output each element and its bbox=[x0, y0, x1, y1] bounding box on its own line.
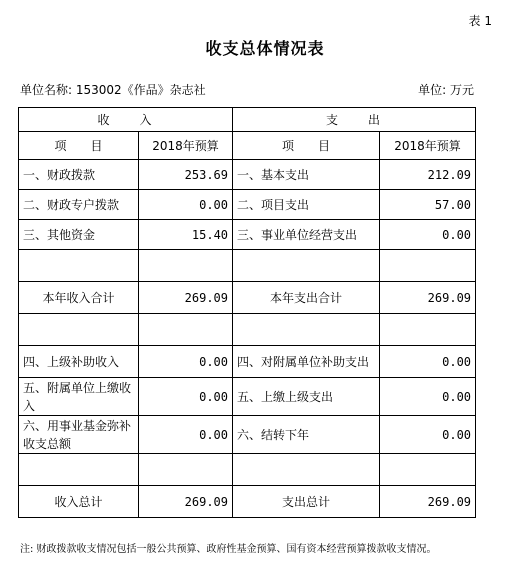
expense-item-cell bbox=[233, 250, 380, 282]
expense-value-cell: 269.09 bbox=[380, 486, 476, 518]
income-value-cell bbox=[139, 250, 233, 282]
table-row bbox=[19, 282, 476, 314]
income-value-cell bbox=[139, 454, 233, 486]
unit-name-label: 单位名称: 153002《作品》杂志社 bbox=[20, 83, 206, 97]
table-row bbox=[19, 220, 476, 250]
budget-summary-table bbox=[18, 107, 476, 518]
income-item-cell: 二、财政专户拨款 bbox=[19, 190, 139, 220]
income-value-cell: 0.00 bbox=[139, 190, 233, 220]
expense-item-cell: 四、对附属单位补助支出 bbox=[233, 346, 380, 378]
expense-value-cell bbox=[380, 250, 476, 282]
income-item-cell: 本年收入合计 bbox=[19, 282, 139, 314]
income-item-cell: 收入总计 bbox=[19, 486, 139, 518]
income-value-cell: 0.00 bbox=[139, 378, 233, 416]
income-item-header: 项 目 bbox=[19, 132, 139, 160]
expense-value-cell bbox=[380, 314, 476, 346]
table-row bbox=[19, 416, 476, 454]
income-item-cell: 三、其他资金 bbox=[19, 220, 139, 250]
expense-value-cell: 0.00 bbox=[380, 378, 476, 416]
expense-item-cell: 一、基本支出 bbox=[233, 160, 380, 190]
income-item-cell bbox=[19, 314, 139, 346]
table-row bbox=[19, 190, 476, 220]
table-row bbox=[19, 314, 476, 346]
expense-value-cell: 0.00 bbox=[380, 346, 476, 378]
income-value-cell: 0.00 bbox=[139, 416, 233, 454]
expense-item-cell: 五、上缴上级支出 bbox=[233, 378, 380, 416]
table-row bbox=[19, 486, 476, 518]
expense-item-cell: 支出总计 bbox=[233, 486, 380, 518]
table-row bbox=[19, 250, 476, 282]
expense-value-cell: 57.00 bbox=[380, 190, 476, 220]
column-header-row bbox=[19, 132, 476, 160]
currency-unit-label: 单位: 万元 bbox=[418, 83, 474, 97]
income-item-cell bbox=[19, 454, 139, 486]
expense-item-cell bbox=[233, 454, 380, 486]
income-item-cell: 五、附属单位上缴收入 bbox=[19, 378, 139, 416]
expense-value-cell: 0.00 bbox=[380, 416, 476, 454]
income-value-cell: 269.09 bbox=[139, 486, 233, 518]
income-item-cell bbox=[19, 250, 139, 282]
income-value-cell: 0.00 bbox=[139, 346, 233, 378]
table-row bbox=[19, 160, 476, 190]
income-budget-header: 2018年预算 bbox=[139, 132, 233, 160]
expense-budget-header: 2018年预算 bbox=[380, 132, 476, 160]
income-item-cell: 六、用事业基金弥补收支总额 bbox=[19, 416, 139, 454]
expense-value-cell bbox=[380, 454, 476, 486]
income-section-header: 收 入 bbox=[19, 108, 233, 132]
income-value-cell: 15.40 bbox=[139, 220, 233, 250]
table-row bbox=[19, 378, 476, 416]
section-header-row bbox=[19, 108, 476, 132]
table-row bbox=[19, 454, 476, 486]
expense-value-cell: 0.00 bbox=[380, 220, 476, 250]
income-value-cell: 269.09 bbox=[139, 282, 233, 314]
expense-item-cell: 六、结转下年 bbox=[233, 416, 380, 454]
income-value-cell: 253.69 bbox=[139, 160, 233, 190]
expense-value-cell: 269.09 bbox=[380, 282, 476, 314]
expense-item-cell: 三、事业单位经营支出 bbox=[233, 220, 380, 250]
expense-value-cell: 212.09 bbox=[380, 160, 476, 190]
expense-item-header: 项 目 bbox=[233, 132, 380, 160]
expense-item-cell: 本年支出合计 bbox=[233, 282, 380, 314]
page-title: 收支总体情况表 bbox=[205, 39, 325, 58]
table-number: 表 1 bbox=[468, 14, 492, 28]
table-row bbox=[19, 346, 476, 378]
income-item-cell: 四、上级补助收入 bbox=[19, 346, 139, 378]
income-value-cell bbox=[139, 314, 233, 346]
expense-item-cell: 二、项目支出 bbox=[233, 190, 380, 220]
footnote: 注: 财政拨款收支情况包括一般公共预算、政府性基金预算、国有资本经营预算拨款收支情况。 bbox=[20, 544, 437, 555]
expense-item-cell bbox=[233, 314, 380, 346]
income-item-cell: 一、财政拨款 bbox=[19, 160, 139, 190]
expense-section-header: 支 出 bbox=[233, 108, 476, 132]
